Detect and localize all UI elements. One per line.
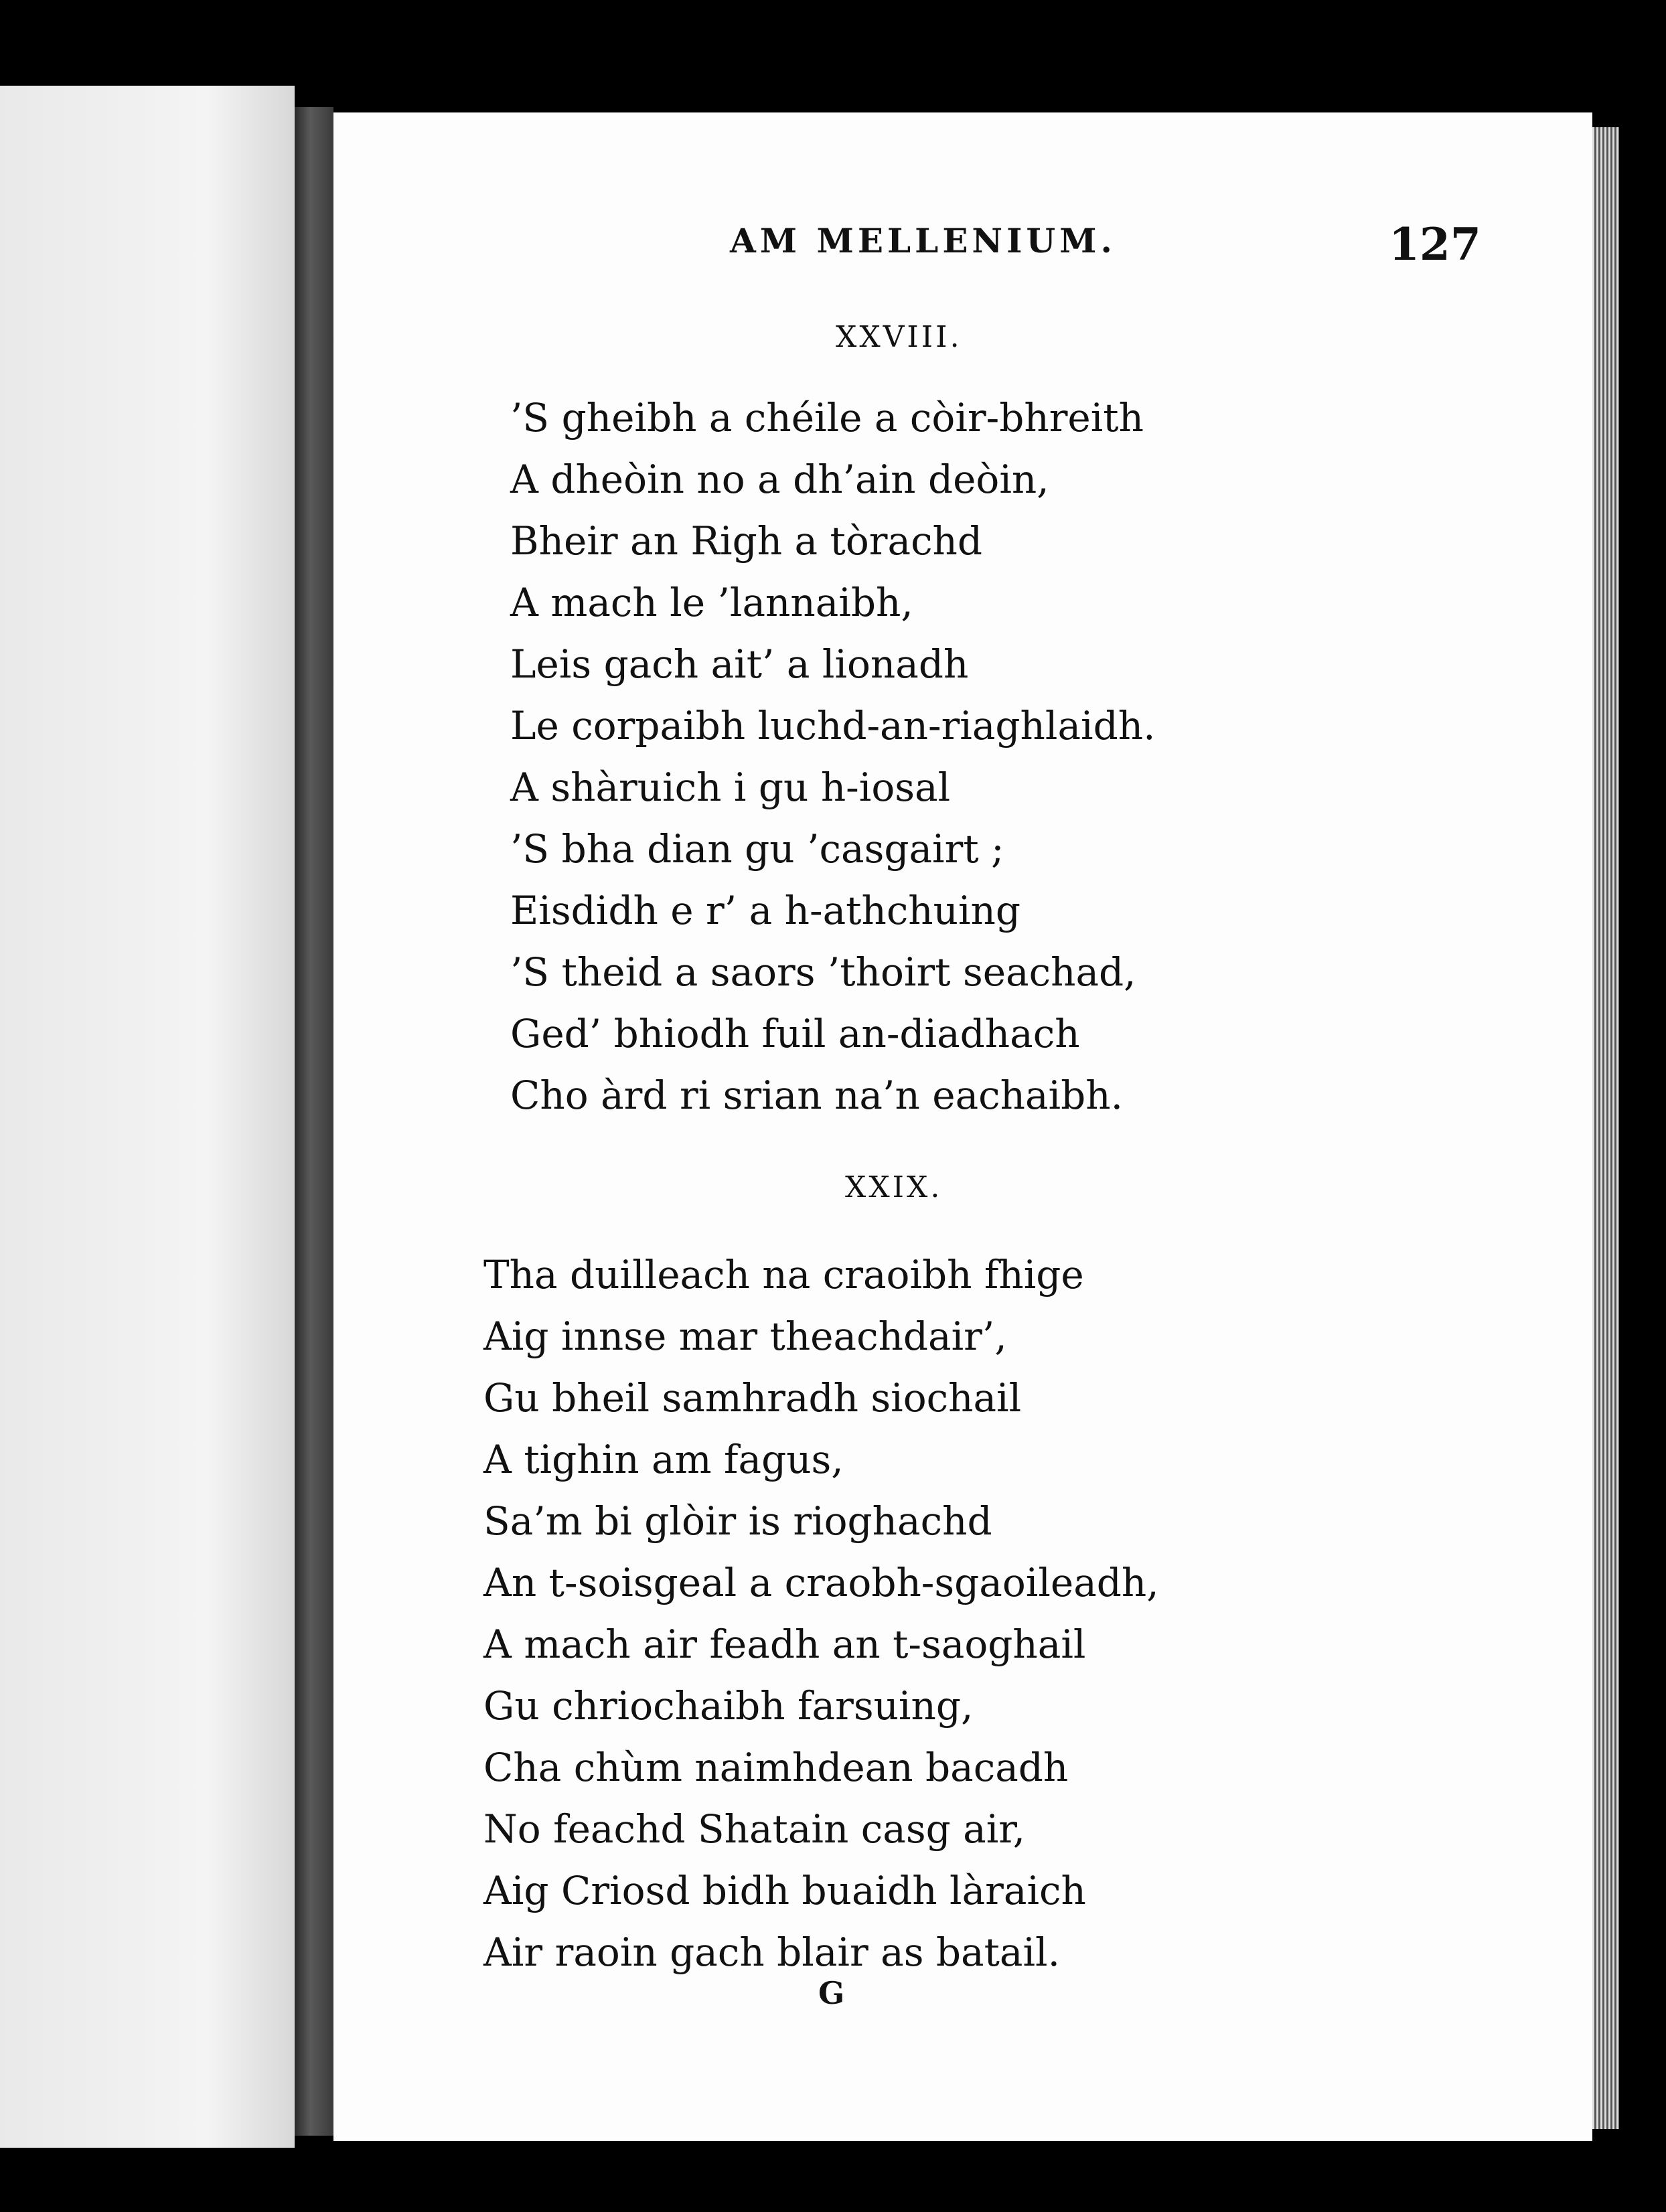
stanza-29-verse xyxy=(483,1244,1159,1983)
verse-line: Gu chriochaibh farsuing, xyxy=(483,1683,974,1729)
page-number: 127 xyxy=(1389,218,1481,270)
verse-line: An t-soisgeal a craobh-sgaoileadh, xyxy=(483,1560,1159,1605)
verse-line: Cha chùm naimhdean bacadh xyxy=(483,1745,1069,1790)
verse-line: Eisdidh e r’ a h-athchuing xyxy=(510,888,1021,933)
verse-line: A shàruich i gu h-iosal xyxy=(510,765,951,810)
verse-line: ’S gheibh a chéile a còir-bhreith xyxy=(510,395,1144,441)
stanza-number-28: XXVIII. xyxy=(836,320,962,354)
verse-line: Sa’m bi glòir is rioghachd xyxy=(483,1498,992,1544)
verse-line: Gu bheil samhradh siochail xyxy=(483,1375,1022,1421)
verse-line: Air raoin gach blair as batail. xyxy=(483,1929,1061,1975)
running-head: AM MELLENIUM. xyxy=(730,221,1116,260)
verse-line: A dheòin no a dh’ain deòin, xyxy=(510,457,1049,502)
stanza-number-29: XXIX. xyxy=(845,1170,943,1204)
verse-line: ’S bha dian gu ’casgairt ; xyxy=(510,826,1004,872)
verse-line: A tighin am fagus, xyxy=(483,1437,844,1482)
verse-line: A mach le ’lannaibh, xyxy=(510,580,913,625)
verse-line: Le corpaibh luchd-an-riaghlaidh. xyxy=(510,703,1156,748)
signature-mark: G xyxy=(818,1975,845,2011)
verse-line: Aig Criosd bidh buaidh làraich xyxy=(483,1868,1086,1913)
stanza-28-verse xyxy=(510,387,1156,1126)
book-gutter xyxy=(295,107,333,2136)
verse-line: A mach air feadh an t-saoghail xyxy=(483,1622,1086,1667)
left-page xyxy=(0,86,295,2148)
verse-line: Tha duilleach na craoibh fhige xyxy=(483,1252,1084,1297)
verse-line: ’S theid a saors ’thoirt seachad, xyxy=(510,949,1136,995)
verse-line: Bheir an Righ a tòrachd xyxy=(510,518,983,564)
verse-line: No feachd Shatain casg air, xyxy=(483,1806,1026,1852)
verse-line: Leis gach ait’ a lionadh xyxy=(510,641,969,687)
verse-line: Aig innse mar theachdair’, xyxy=(483,1314,1007,1359)
page-edge xyxy=(1592,127,1619,2129)
verse-line: Ged’ bhiodh fuil an-diadhach xyxy=(510,1011,1080,1056)
verse-line: Cho àrd ri srian na’n eachaibh. xyxy=(510,1073,1124,1118)
